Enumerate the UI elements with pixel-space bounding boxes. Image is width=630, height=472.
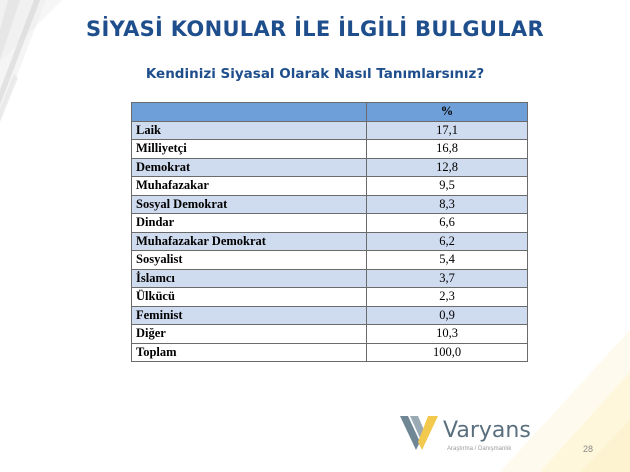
row-label: Diğer [132,325,367,344]
results-table [131,102,528,362]
row-value: 12,8 [367,158,528,177]
row-label: Sosyal Demokrat [132,195,367,214]
logo-brand-name: Varyans [443,418,531,443]
row-value: 10,3 [367,325,528,344]
row-label: Muhafazakar Demokrat [132,232,367,251]
row-label: Laik [132,121,367,140]
logo-tagline: Araştırma / Danışmanlık [447,446,512,452]
table-row [132,158,528,177]
row-value: 0,9 [367,306,528,325]
row-value: 9,5 [367,177,528,196]
table-row [132,121,528,140]
row-label: Sosyalist [132,251,367,270]
row-value: 3,7 [367,269,528,288]
row-label: Ülkücü [132,288,367,307]
table-row [132,325,528,344]
row-label: Dindar [132,214,367,233]
row-label: Feminist [132,306,367,325]
table-header-label [132,103,367,122]
table-row [132,251,528,270]
table-row [132,214,528,233]
slide-subtitle: Kendinizi Siyasal Olarak Nasıl Tanımlarsınız? [145,66,485,82]
table-row [132,306,528,325]
row-value: 6,6 [367,214,528,233]
row-value: 100,0 [367,343,528,362]
table-row [132,177,528,196]
row-value: 16,8 [367,140,528,159]
slide-title: SİYASİ KONULAR İLE İLGİLİ BULGULAR [86,17,544,41]
table-row [132,140,528,159]
table-row [132,269,528,288]
varyans-logo-icon [398,412,442,452]
table-row-total [132,343,528,362]
page-number: 28 [583,444,594,454]
table-header-percent: % [367,103,528,122]
row-value: 8,3 [367,195,528,214]
row-value: 2,3 [367,288,528,307]
table-row [132,232,528,251]
row-label: İslamcı [132,269,367,288]
table-row [132,195,528,214]
table-row [132,288,528,307]
row-label: Muhafazakar [132,177,367,196]
table-header-row [132,103,528,122]
row-value: 6,2 [367,232,528,251]
row-label: Milliyetçi [132,140,367,159]
row-label: Toplam [132,343,367,362]
row-label: Demokrat [132,158,367,177]
row-value: 5,4 [367,251,528,270]
row-value: 17,1 [367,121,528,140]
